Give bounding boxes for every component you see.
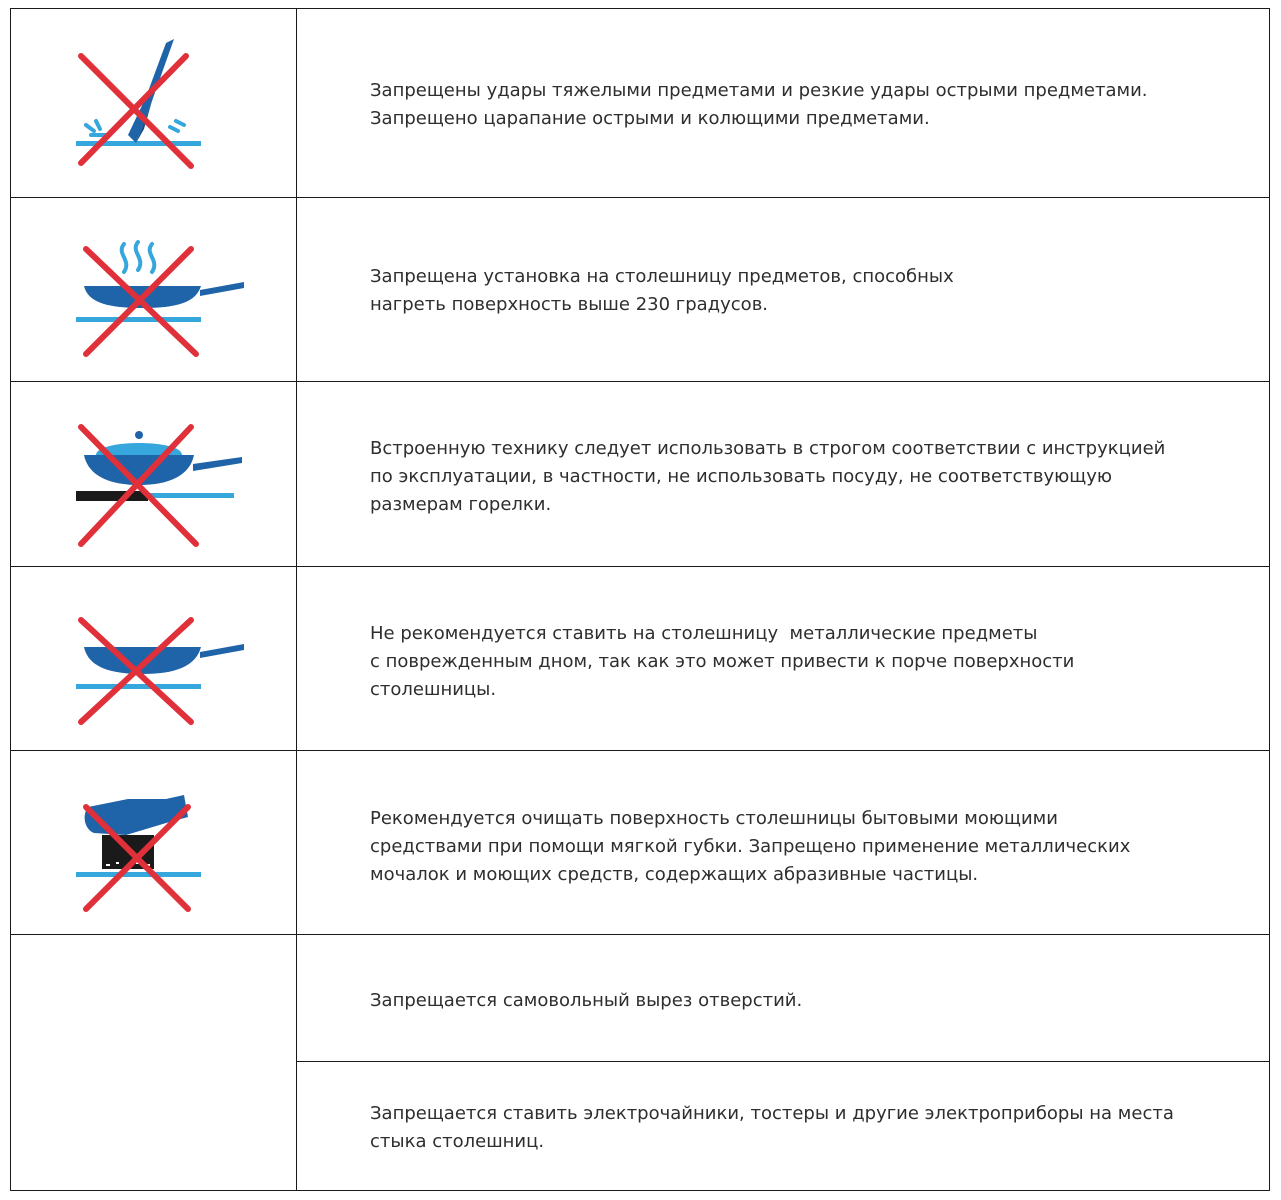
text-line: Запрещена установка на столешницу предметов, способных [370,266,954,287]
row-divider [11,197,1269,198]
rule-text-4 [370,620,1230,704]
text-line: средствами при помощи мягкой губки. Запрещено применение металлических [370,836,1131,857]
rule-text-1 [370,77,1230,133]
column-divider [296,9,297,1190]
text-line: Запрещается ставить электрочайники, тостеры и другие электроприборы на места [370,1103,1174,1124]
text-line: мочалок и моющих средств, содержащих абразивные частицы. [370,864,979,885]
text-line: Не рекомендуется ставить на столешницу металлические предметы [370,623,1038,644]
text-line: стыка столешниц. [370,1131,545,1152]
rule-text-2 [370,263,1230,319]
rule-text-3 [370,435,1230,519]
text-line: Запрещается самовольный вырез отверстий. [370,990,803,1011]
text-line: Встроенную технику следует использовать в строгом соответствии с инструкцией [370,438,1166,459]
text-line: Запрещено царапание острыми и колющими предметами. [370,108,930,129]
text-line: Рекомендуется очищать поверхность столешницы бытовыми моющими [370,808,1058,829]
row-divider [11,381,1269,382]
row-divider [11,750,1269,751]
text-line: Запрещены удары тяжелыми предметами и резкие удары острыми предметами. [370,80,1148,101]
text-line: с поврежденным дном, так как это может привести к порче поверхности [370,651,1075,672]
rule-text-6 [370,987,1230,1015]
text-line: размерам горелки. [370,494,552,515]
text-line: по эксплуатации, в частности, не использовать посуду, не соответствующую [370,466,1113,487]
row-divider [11,566,1269,567]
rules-table [10,8,1270,1191]
text-line: нагреть поверхность выше 230 градусов. [370,294,769,315]
rule-text-7 [370,1100,1230,1156]
knife-strike-prohibited-icon [66,31,246,181]
pan-on-burner-prohibited-icon [66,409,246,559]
row-divider [297,1061,1269,1062]
row-divider [11,934,1269,935]
metal-pan-prohibited-icon [66,592,246,742]
text-line: столешницы. [370,679,497,700]
rule-text-5 [370,805,1230,889]
hot-pan-prohibited-icon [66,224,246,374]
abrasive-scrubbing-prohibited-icon [66,777,246,927]
